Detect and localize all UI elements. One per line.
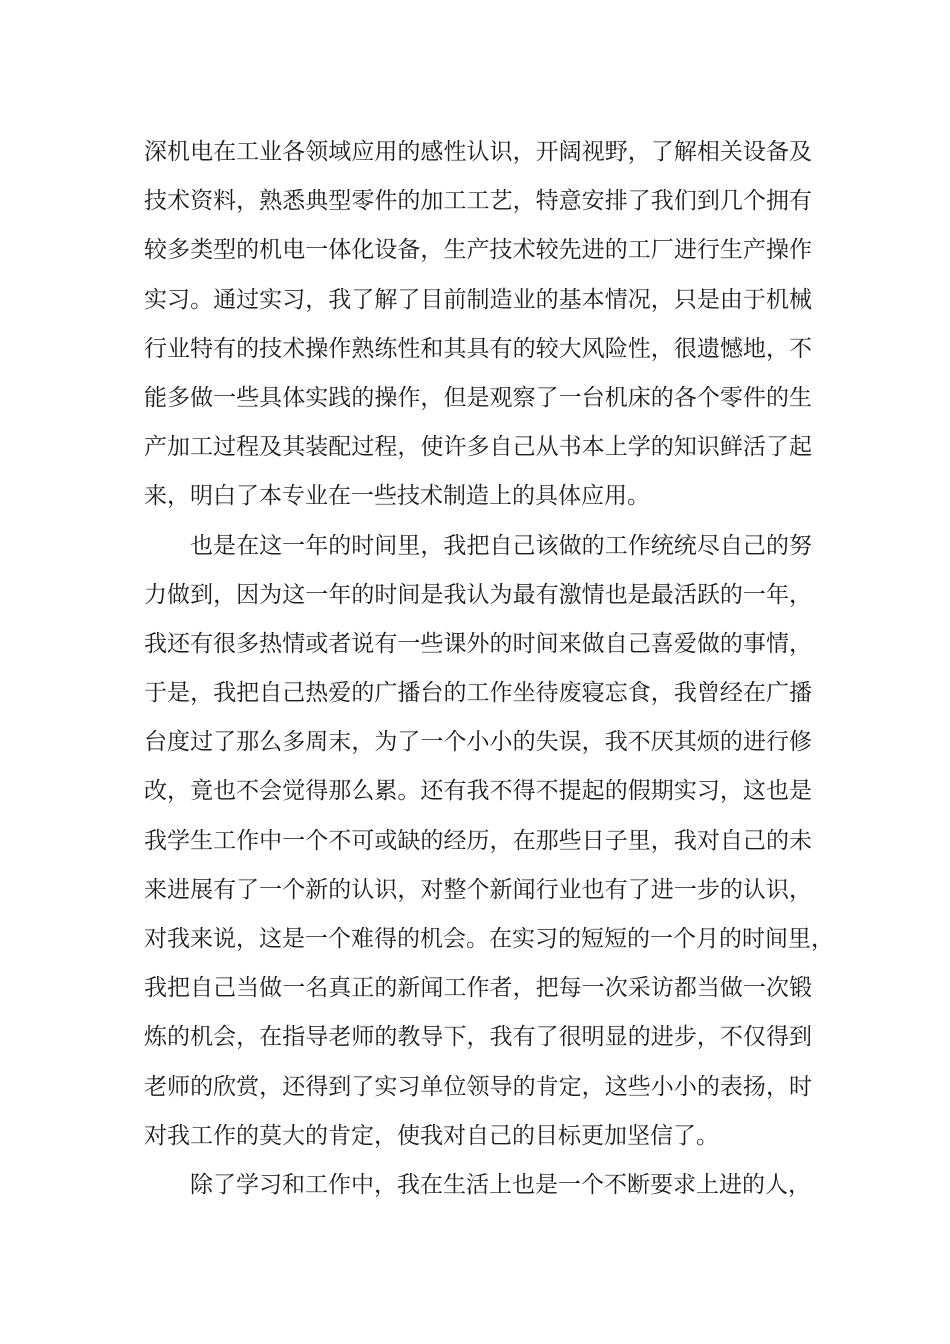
text-line: 我还有很多热情或者说有一些课外的时间来做自己喜爱做的事情， [144, 630, 812, 657]
text-line: 行业特有的技术操作熟练性和其具有的较大风险性，很遗憾地，不 [144, 335, 812, 362]
text-line: 技术资料，熟悉典型零件的加工工艺，特意安排了我们到几个拥有 [144, 188, 812, 215]
text-line: 于是，我把自己热爱的广播台的工作坐待废寝忘食，我曾经在广播 [144, 680, 812, 707]
paragraph [144, 1161, 812, 1210]
text-line: 台度过了那么多周末，为了一个小小的失误，我不厌其烦的进行修 [144, 729, 812, 756]
text-line: 能多做一些具体实践的操作，但是观察了一台机床的各个零件的生 [144, 384, 812, 411]
text-line: 对我工作的莫大的肯定，使我对自己的目标更加坚信了。 [144, 1122, 719, 1149]
text-line: 除了学习和工作中，我在生活上也是一个不断要求上进的人， [190, 1171, 811, 1198]
text-line: 也是在这一年的时间里，我把自己该做的工作统统尽自己的努 [190, 532, 812, 559]
text-line: 老师的欣赏，还得到了实习单位领导的肯定，这些小小的表扬，时 [144, 1073, 812, 1100]
text-line: 来进展有了一个新的认识，对整个新闻行业也有了进一步的认识， [144, 876, 812, 903]
text-line: 深机电在工业各领域应用的感性认识，开阔视野，了解相关设备及 [144, 139, 812, 165]
text-line: 较多类型的机电一体化设备，生产技术较先进的工厂进行生产操作 [144, 237, 812, 264]
text-line: 来，明白了本专业在一些技术制造上的具体应用。 [144, 483, 650, 510]
text-line: 产加工过程及其装配过程，使许多自己从书本上学的知识鲜活了起 [144, 434, 812, 461]
paragraph [144, 522, 834, 1161]
document-body [144, 128, 834, 1210]
text-line: 实习。通过实习，我了解了目前制造业的基本情况，只是由于机械 [144, 286, 812, 313]
text-line: 我学生工作中一个不可或缺的经历，在那些日子里，我对自己的未 [144, 827, 812, 854]
text-line: 力做到，因为这一年的时间是我认为最有激情也是最活跃的一年， [144, 581, 812, 608]
paragraph [144, 128, 812, 522]
text-line: 我把自己当做一名真正的新闻工作者，把每一次采访都当做一次锻 [144, 975, 812, 1002]
text-line: 改，竟也不会觉得那么累。还有我不得不提起的假期实习，这也是 [144, 778, 812, 805]
text-line: 炼的机会，在指导老师的教导下，我有了很明显的进步，不仅得到 [144, 1024, 812, 1051]
text-line: 对我来说，这是一个难得的机会。在实习的短短的一个月的时间里， [144, 926, 834, 952]
